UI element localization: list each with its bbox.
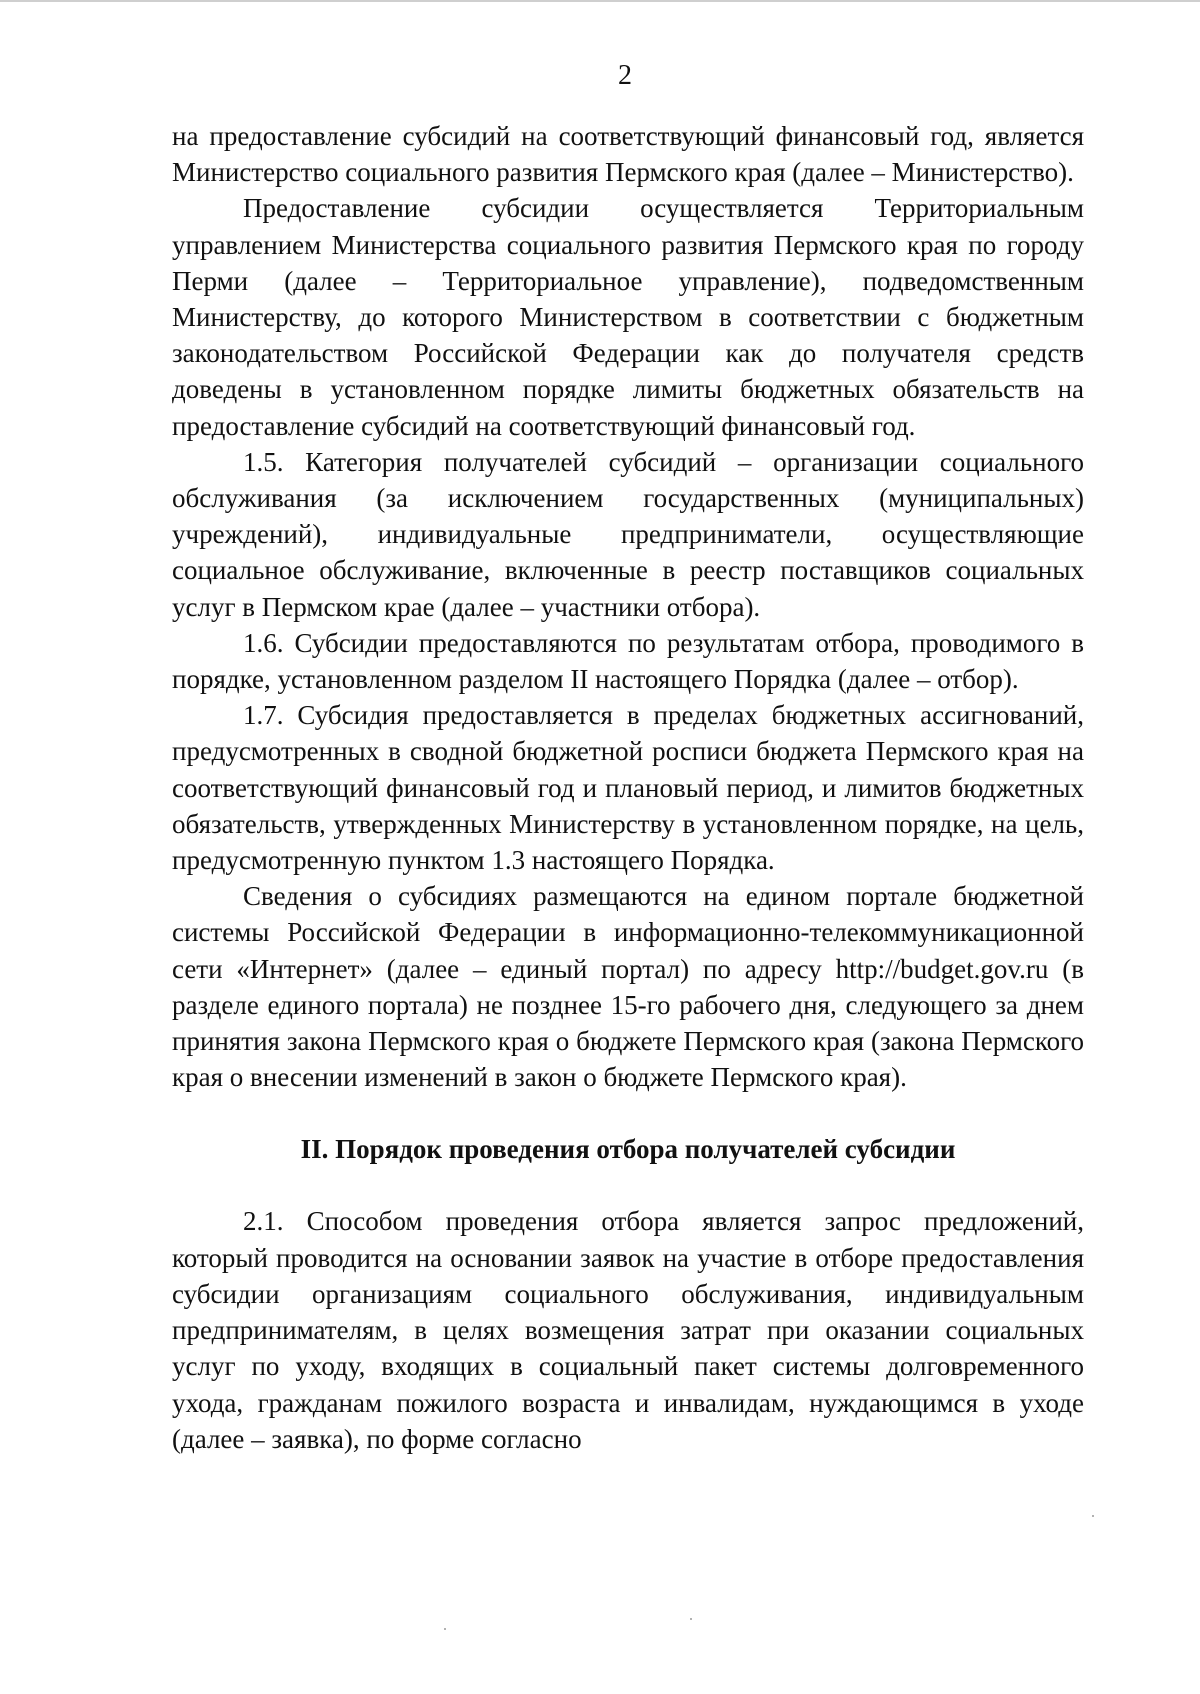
scan-speck [1092, 1515, 1094, 1517]
scan-speck [690, 1618, 692, 1620]
paragraph-territorial-administration: Предоставление субсидии осуществляется Территориальным управлением Министерства социального развития Пермского края по городу Перми (далее – Территориальное управление), подведомственным Министерству, до которого Министерством в соответствии с бюджетным законодательством Российской Федерации как до получателя средств доведены в установленном порядке лимиты бюджетных обязательств на предоставление субсидий на соответствующий финансовый год. [172, 193, 1084, 441]
paragraph-1-5-recipient-category: 1.5. Категория получателей субсидий – организации социального обслуживания (за исключением государственных (муниципальных) учреждений), индивидуальные предприниматели, осуществляющие социальное обслуживание, включенные в реестр поставщиков социальных услуг в Пермском крае (далее – участники отбора). [172, 446, 1084, 622]
section-i-continuation [172, 118, 1084, 1095]
section-heading: II. Порядок проведения отбора получателей субсидии [300, 1134, 956, 1165]
paragraph-subsidy-info-portal: Сведения о субсидиях размещаются на едином портале бюджетной системы Российской Федерации в информационно-телекоммуникационной сети «Интернет» (далее – единый портал) по адресу http://budget.gov.ru (в разделе единого портала) не позднее 15-го рабочего дня, следующего за днем принятия закона Пермского края о бюджете Пермского края (закона Пермского края о внесении изменений в закон о бюджете Пермского края). [172, 881, 1084, 1093]
scan-speck [444, 1628, 446, 1630]
paragraph-1-7-budget-limits: 1.7. Субсидия предоставляется в пределах бюджетных ассигнований, предусмотренных в сводной бюджетной росписи бюджета Пермского края на соответствующий финансовый год и плановый период, и лимитов бюджетных обязательств, утвержденных Министерству в установленном порядке, на цель, предусмотренную пунктом 1.3 настоящего Порядка. [172, 700, 1084, 876]
section-ii-body [172, 1203, 1084, 1456]
paragraph-2-1-selection-method: 2.1. Способом проведения отбора является запрос предложений, который проводится на основании заявок на участие в отборе предоставления субсидии организациям социального обслуживания, индивидуальным предпринимателям, в целях возмещения затрат при оказании социальных услуг по уходу, входящих в социальный пакет системы долговременного ухода, гражданам пожилого возраста и инвалидам, нуждающимся в уходе (далее – заявка), по форме согласно [172, 1206, 1084, 1454]
page-top-edge [0, 0, 1200, 2]
document-body [172, 118, 1084, 1457]
paragraph-ministry-responsible: на предоставление субсидий на соответствующий финансовый год, является Министерство социального развития Пермского края (далее – Министерство). [172, 121, 1084, 188]
page-number: 2 [618, 60, 632, 91]
paragraph-1-6-selection-results: 1.6. Субсидии предоставляются по результатам отбора, проводимого в порядке, установленном разделом II настоящего Порядка (далее – отбор). [172, 627, 1084, 695]
